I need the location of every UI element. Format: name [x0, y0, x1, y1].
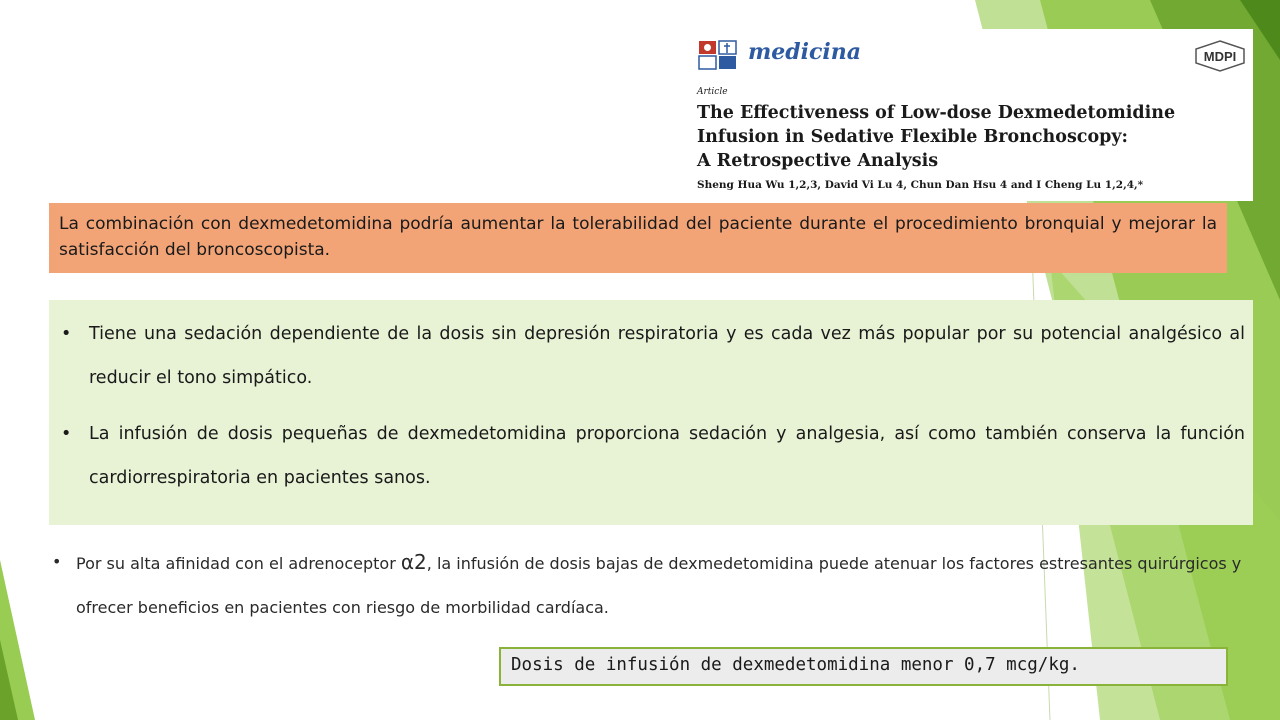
extra-bullet-text-start: Por su alta afinidad con el adrenoceptor	[76, 554, 401, 573]
summary-box: La combinación con dexmedetomidina podría aumentar la tolerabilidad del paciente durante el procedimiento bronquial y mejorar la satisfacción del broncoscopista.	[49, 203, 1227, 273]
dose-note-box: Dosis de infusión de dexmedetomidina menor 0,7 mcg/kg.	[499, 647, 1228, 686]
key-points-box	[49, 300, 1253, 525]
paper-header	[672, 29, 1253, 201]
list-item	[61, 412, 1245, 500]
bullet-icon: •	[61, 324, 72, 344]
journal-logo-icon	[698, 39, 738, 71]
list-item	[61, 312, 1245, 400]
bullet-text: Tiene una sedación dependiente de la dosis sin depresión respiratoria y es cada vez más popular por su potencial analgésico al reducir el tono simpático.	[89, 324, 1245, 388]
article-type: Article	[697, 87, 728, 97]
extra-bullet	[46, 540, 1246, 630]
journal-name: medicina	[748, 39, 862, 65]
bullet-icon: •	[61, 424, 72, 444]
mdpi-label: MDPI	[1203, 49, 1237, 64]
mdpi-logo-icon	[1194, 40, 1246, 72]
alpha-symbol: α2	[400, 550, 427, 574]
paper-authors: Sheng Hua Wu 1,2,3, David Vi Lu 4, Chun Dan Hsu 4 and I Cheng Lu 1,2,4,*	[697, 179, 1144, 191]
extra-bullet-text-end: , la infusión de dosis bajas de dexmedetomidina puede atenuar los factores estresantes quirúrgicos y ofrecer beneficios en pacientes con riesgo de morbilidad cardíaca.	[76, 554, 1242, 617]
bullet-text: La infusión de dosis pequeñas de dexmedetomidina proporciona sedación y analgesia, así como también conserva la función cardiorrespiratoria en pacientes sanos.	[89, 424, 1245, 488]
bullet-icon: •	[52, 552, 62, 571]
paper-title: The Effectiveness of Low-dose Dexmedetomidine Infusion in Sedative Flexible Bronchoscopy: A Retrospective Analysis	[697, 103, 1176, 171]
